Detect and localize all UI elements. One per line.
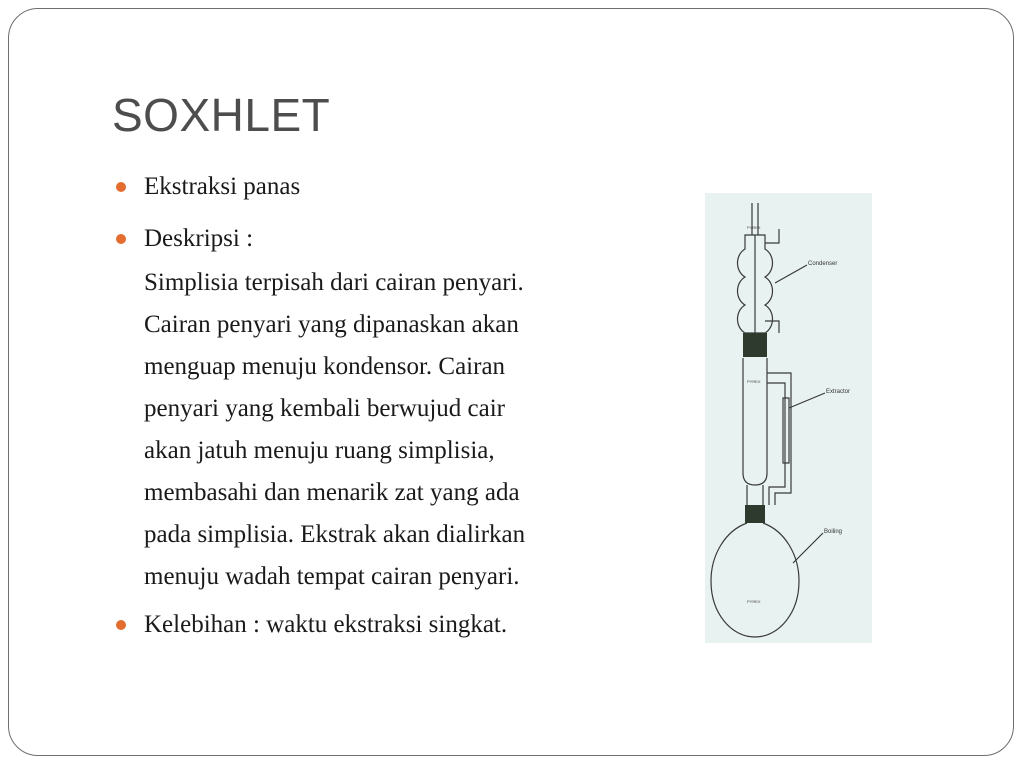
- condenser-leader-line: [775, 265, 807, 283]
- description-line: membasahi dan menarik zat yang ada: [144, 479, 520, 506]
- slide-title: SOXHLET: [112, 89, 331, 141]
- boiling-flask: [711, 523, 799, 637]
- description-line: Simplisia terpisah dari cairan penyari.: [144, 269, 524, 296]
- extractor-glass-mark: PYREX: [747, 379, 761, 384]
- flask-glass-mark: PYREX: [747, 599, 761, 604]
- soxhlet-apparatus-figure: [705, 193, 872, 643]
- extractor-label: Extractor: [826, 389, 851, 395]
- slide-content: [114, 170, 674, 660]
- bullet-dot-icon: [116, 234, 126, 244]
- description-line: Cairan penyari yang dipanaskan akan: [144, 311, 519, 338]
- bullet-text: Kelebihan : waktu ekstraksi singkat.: [144, 611, 508, 638]
- extractor-leader-line: [789, 393, 825, 408]
- condenser-label: Condenser: [808, 261, 838, 267]
- extractor-siphon-inner: [783, 398, 789, 463]
- bullet-item-advantage: [114, 608, 674, 642]
- bullet-dot-icon: [116, 620, 126, 630]
- extractor-siphon-tube: [767, 373, 791, 505]
- description-line: menuju wadah tempat cairan penyari.: [144, 563, 520, 590]
- condenser-glass-mark: PYREX: [747, 225, 761, 230]
- description-line: pada simplisia. Ekstrak akan dialirkan: [144, 521, 526, 548]
- bullet-item-description: [114, 222, 674, 256]
- boiling-leader-line: [793, 533, 823, 563]
- bullet-dot-icon: [116, 182, 126, 192]
- description-paragraph: [114, 262, 634, 598]
- description-line: akan jatuh menuju ruang simplisia,: [144, 437, 495, 464]
- condenser-top-tube: [752, 203, 758, 235]
- bullet-text: Deskripsi :: [144, 225, 254, 252]
- top-stopper: [743, 333, 767, 357]
- extractor-body: [743, 358, 767, 485]
- description-line: penyari yang kembali berwujud cair: [144, 395, 505, 422]
- boiling-label: Boiling: [824, 529, 843, 535]
- bullet-text: Ekstraksi panas: [144, 173, 301, 200]
- bottom-stopper: [745, 505, 765, 523]
- description-line: menguap menuju kondensor. Cairan: [144, 353, 506, 380]
- soxhlet-apparatus-drawing: [705, 193, 872, 643]
- bullet-item-hot-extraction: [114, 170, 674, 204]
